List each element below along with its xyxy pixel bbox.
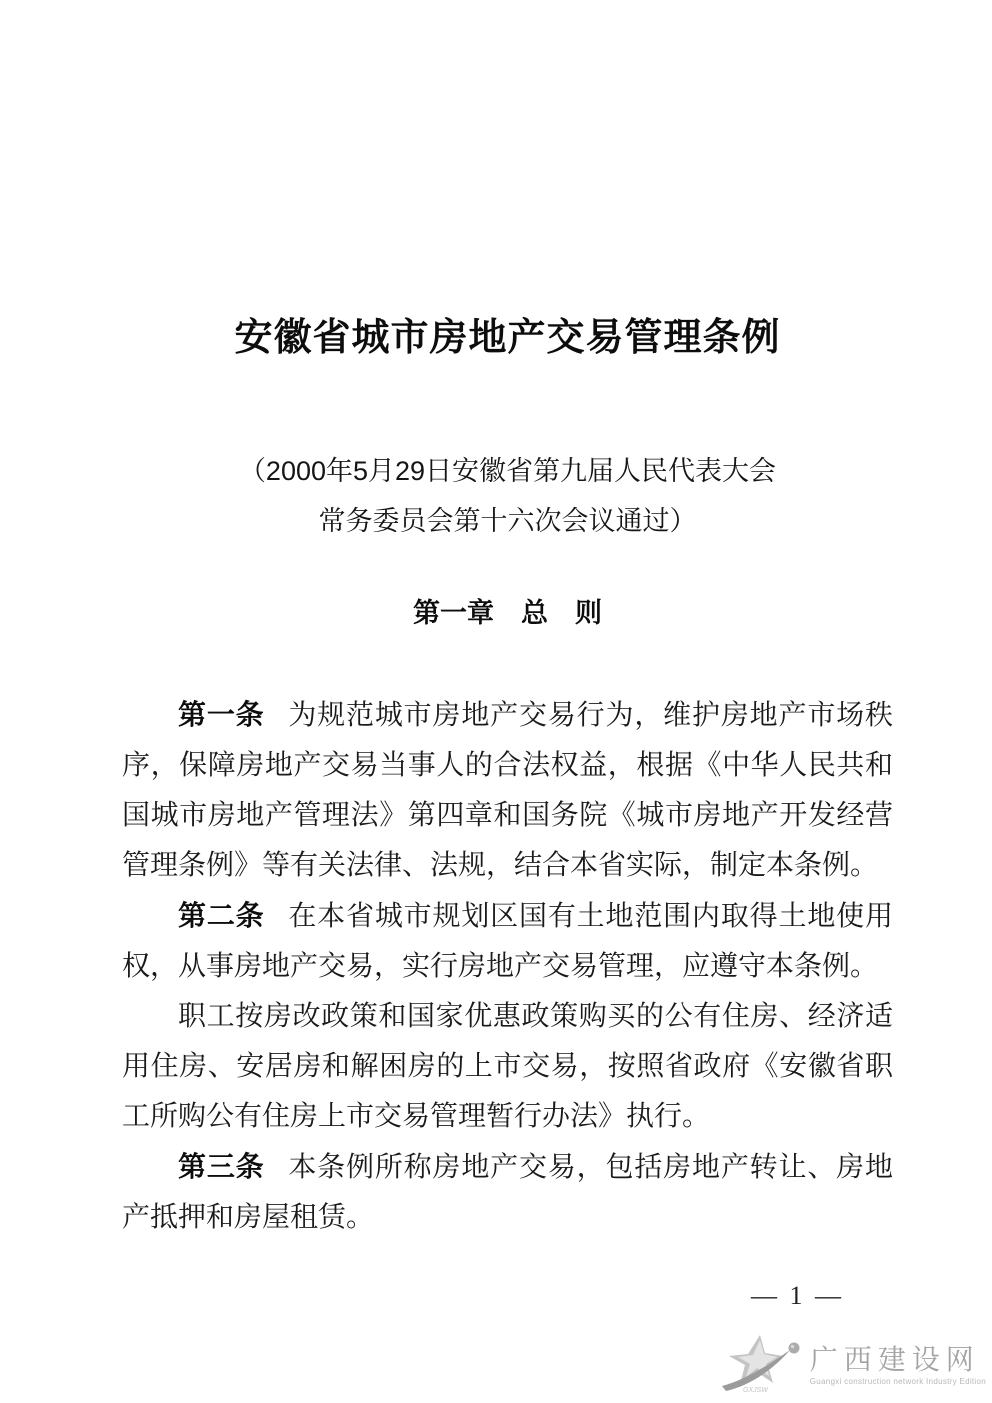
watermark-text: [810, 1345, 986, 1386]
article-number: 第一条: [178, 699, 265, 730]
chapter-heading: 第一章 总 则: [413, 598, 602, 628]
watermark-site-name: 广西建设网: [809, 1343, 980, 1375]
document-subtitle: [122, 446, 893, 546]
star-caption: GXJSW: [742, 1387, 768, 1394]
subtitle-line-1: （2000年5月29日安徽省第九届人民代表大会: [238, 456, 777, 486]
page-number: — 1 —: [751, 1281, 844, 1310]
paragraph: 职工按房改政策和国家优惠政策购买的公有住房、经济适用住房、安居房和解困房的上市交易，按照省政府《安徽省职工所购公有住房上市交易管理暂行办法》执行。: [122, 1001, 893, 1132]
star-logo-icon: [714, 1333, 806, 1397]
site-watermark: [714, 1333, 986, 1397]
paragraph: 第三条 本条例所称房地产交易，包括房地产转让、房地产抵押和房屋租赁。: [122, 1151, 893, 1233]
article-number: 第三条: [178, 1151, 265, 1182]
document-body: [122, 690, 893, 1243]
subtitle-line-2: 常务委员会第十六次会议通过）: [318, 506, 697, 536]
article-number: 第二条: [178, 900, 265, 931]
document-title: 安徽省城市房地产交易管理条例: [234, 317, 781, 359]
paragraph: 第一条 为规范城市房地产交易行为，维护房地产市场秩序，保障房地产交易当事人的合法权益，根据《中华人民共和国城市房地产管理法》第四章和国务院《城市房地产开发经营管理条例》等有关法律、法规，结合本省实际，制定本条例。: [122, 699, 893, 881]
paragraph: 第二条 在本省城市规划区国有土地范围内取得土地使用权，从事房地产交易，实行房地产交易管理，应遵守本条例。: [122, 900, 893, 982]
watermark-site-subtitle: Guangxi construction network Industry Edition: [809, 1376, 986, 1386]
